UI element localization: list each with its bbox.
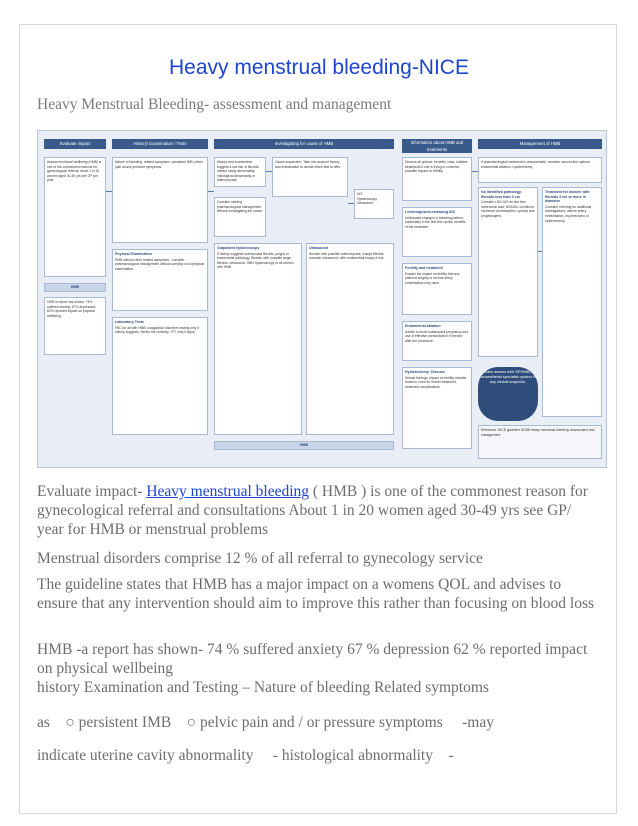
flowchart-footer-note: [478, 425, 602, 459]
box-text: Women with possible adenomyosis; if large fibroids consider ultrasound; offer endometrial biopsy if risk.: [309, 251, 385, 261]
box-text: Advise to avoid subsequent pregnancy and use of effective contraception if needed after the procedure.: [405, 329, 469, 343]
box-text: Consider referring for additional investigations; uterine artery embolisation, myomectomy or hysterectomy.: [545, 204, 592, 223]
flowchart-header-history: History/ Examination / Tests: [112, 139, 208, 149]
flowchart-box-fibroids: [542, 187, 602, 417]
box-title: Outpatient hysteroscopy: [217, 246, 260, 250]
flowchart-box-hysterectomy: [402, 367, 472, 449]
connector-line: [106, 191, 112, 192]
box-text: FBC for all with HMB; coagulation disorders testing only if history suggests; ferritin not routinely; TFT only if signs.: [115, 325, 199, 335]
box-text: Anticipated changes in bleeding pattern; particularly in the first few cycles; benefits of the treatment.: [405, 215, 466, 229]
box-title: Laboratory Tests: [115, 320, 144, 324]
box-title: No identified pathology, fibroids less than 3 cm: [481, 190, 522, 199]
flowchart-box-evaluate-impact: [44, 157, 106, 277]
paragraph-text: ( HMB ) is one of the commonest reason for gynecological referral and consultations About 1 in 20 women aged 30-49 yrs see GP/ year for HMB or menstrual problems: [37, 483, 588, 538]
hmb-link[interactable]: Heavy menstrual bleeding: [146, 483, 310, 500]
connector-line: [348, 203, 354, 204]
box-text: If history suggests submucosal fibroids, polyps or endometrial pathology. Women with possible larger fibroids: ultrasound. Offer hysteroscopy to all women with HMB.: [217, 251, 294, 270]
box-text: HMB without other related symptoms - consider pharmacological management without carrying out a physical examination.: [115, 257, 205, 271]
box-text: Reference: NICE guideline NG88 Heavy menstrual bleeding: assessment and management: [481, 428, 595, 437]
paragraph-symptoms: as ○ persistent IMB ○ pelvic pain and / or pressure symptoms -may: [37, 714, 494, 731]
flowchart-header-management: Management of HMB: [478, 139, 602, 149]
flowchart-box-start-pharma: [214, 197, 266, 237]
flowchart-box-fertility: [402, 263, 472, 315]
flowchart-box-physical-exam: [112, 249, 208, 311]
flowchart-box-hysteroscopy: [214, 243, 302, 435]
box-text: Consider starting pharmacological management without investigating the cause.: [217, 200, 263, 214]
page-title: Heavy menstrual bleeding-NICE: [169, 56, 469, 79]
paragraph-text: Evaluate impact-: [37, 483, 147, 500]
paragraph-guideline: The guideline states that HMB has a major impact on a womens QOL and advises to ensure that any intervention should aim to improve this rather than focusing on blood loss: [37, 576, 595, 612]
connector-line: [208, 191, 214, 192]
flowchart-box-management-intro: [478, 157, 602, 183]
box-text: Assess emotional wellbeing (HMB) is one of the commonest reasons for gynecological referral; about 1 in 20 women aged 30-49 yrs see GP per year.: [47, 160, 102, 183]
connector-line: [266, 171, 272, 172]
flowchart-header-evaluate: Evaluate impact: [44, 139, 106, 149]
flowchart-bubble-referral: Please assess with GP/HMB or anaesthetist specialist opinion if any clinical suspicion.: [478, 367, 538, 421]
paragraph-abnormality: indicate uterine cavity abnormality - histological abnormality -: [37, 747, 454, 764]
sidebar-item: Ultrasound: [357, 201, 373, 206]
flowchart-box-report: [44, 297, 106, 355]
box-text: HMB is report has shown: 74% suffered anxiety, 67% depression, 62% reported impact on physical wellbeing.: [47, 300, 97, 318]
paragraph-history-exam: history Examination and Testing – Nature of bleeding Related symptoms: [37, 679, 489, 696]
box-text: Nature of bleeding, related symptoms: persistent IMB, pelvic pain and/or pressure symptoms.: [115, 160, 203, 169]
flowchart-box-discuss-options: [402, 157, 472, 201]
flowchart-box-ultrasound: [306, 243, 394, 435]
flowchart-box-history: [112, 157, 208, 243]
connector-line: [538, 251, 542, 252]
flowchart-box-low-risk: [214, 157, 266, 187]
flowchart-box-lng-ius: [402, 207, 472, 257]
flowchart-bar-report: HMB: [44, 283, 106, 292]
box-title: Levonorgestrel-releasing IUS: [405, 210, 455, 214]
page-subtitle: Heavy Menstrual Bleeding- assessment and management: [37, 96, 392, 113]
sidebar-item: Hysteroscopy: [357, 196, 377, 201]
box-text: If pharmacological treatment is unsuccessful, consider second-line options; endometrial ablation; hysterectomy.: [481, 160, 591, 169]
box-title: Fertility and treatment: [405, 266, 443, 270]
flowchart-box-cause-suspected: [272, 157, 348, 197]
box-text: History and examination suggest a low risk of fibroids, uterine cavity abnormality, histological abnormality or adenomyosis.: [217, 160, 260, 183]
flowchart-box-sidebar-tests: [354, 189, 394, 219]
box-title: Endometrial ablation: [405, 324, 441, 328]
flowchart-header-information: Information about HMB and treatments: [402, 139, 472, 153]
paragraph-menstrual-disorders: Menstrual disorders comprise 12 % of all referral to gynecology service: [37, 550, 483, 567]
flowchart-bar-bottom: HMB: [214, 441, 394, 450]
flowchart-box-ablation: [402, 321, 472, 361]
connector-line: [472, 171, 478, 172]
box-title: Hysterectomy: Discuss: [405, 370, 445, 374]
box-text: Sexual feelings, impact on fertility, bladder function, need for further treatment, treatment complications.: [405, 375, 467, 389]
flowchart-box-lab-tests: [112, 317, 208, 435]
nice-flowchart-image: [37, 130, 607, 468]
flowchart-header-investigating: Investigating for cause of HMB: [214, 139, 394, 149]
flowchart-box-no-pathology: [478, 187, 538, 357]
box-text: Cause suspected / Take into account history and examination to decide which test to offer.: [275, 160, 341, 169]
paragraph-evaluate-impact: [37, 482, 597, 539]
box-title: Ultrasound: [309, 246, 328, 250]
box-title: Physical Examination: [115, 252, 152, 256]
box-text: Explain the impact on fertility that any planned surgery or uterine artery embolisation may have.: [405, 271, 460, 285]
paragraph-hmb-report: HMB -a report has shown- 74 % suffered anxiety 67 % depression 62 % reported impact on physical wellbeing: [37, 641, 588, 677]
sidebar-item: IUS: [357, 192, 363, 196]
box-text: Consider LNG-IUS as first line; tranexamic acid; NSAIDs; combined hormonal contraception; cyclical oral progestogens.: [481, 200, 535, 218]
box-title: Treatment for women with fibroids 3 cm or more in diameter: [545, 190, 590, 204]
box-text: Discuss all options: benefits, risks, suitable treatments if she is trying to conceive, possible impact on fertility.: [405, 160, 468, 174]
